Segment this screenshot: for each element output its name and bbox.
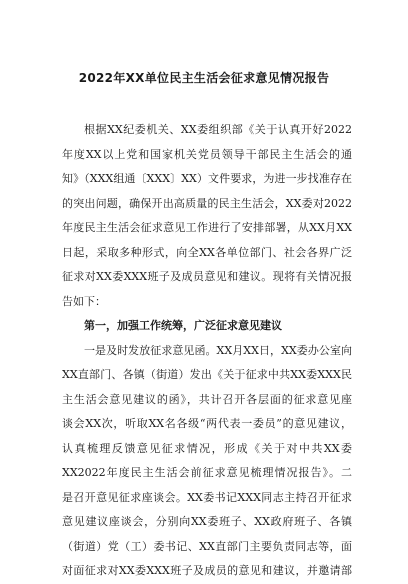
text-line: 一是及时发放征求意见函。XX月XX日，XX委办公室向 [84, 343, 352, 357]
text-line: 对面征求对XX委XXX班子及成员的意见和建议，并邀请部 [62, 564, 352, 577]
section-heading: 第一，加强工作统筹，广泛征求意见建议 [84, 319, 282, 332]
document-body [62, 118, 352, 584]
text-line: 日起，采取多种形式，向全XX各单位部门、社会各界广泛 [62, 245, 352, 259]
text-line: 主生活会意见建议的函》，共计召开各层面的征求意见座 [62, 392, 352, 406]
text-line: 谈会XX次，听取XX名各级“两代表一委员”的意见建议， [62, 417, 352, 430]
document-title: 2022年XX单位民主生活会征求意见情况报告 [78, 71, 330, 85]
text-line: 年度民主生活会征求意见工作进行了安排部署，从XX月XX [62, 221, 352, 234]
text-line: 是召开意见征求座谈会。XX委书记XXX同志主持召开征求 [62, 490, 352, 504]
text-line: 知》（XXX组通〔XXX〕XX）文件要求，为进一步找准存在 [62, 172, 352, 185]
text-line: 认真梳理反馈意见征求情况，形成《关于对中共XX委 [62, 441, 352, 455]
text-line: 的突出问题，确保开出高质量的民主生活会，XX委对2022 [62, 196, 352, 210]
text-line: 告如下： [62, 294, 106, 308]
text-line: XX2022年度民主生活会前征求意见梳理情况报告》。二 [62, 466, 352, 479]
text-line: 征求对XX委XXX班子及成员意见和建议。现将有关情况报 [62, 270, 352, 283]
text-line: （街道）党（工）委书记、XX直部门主要负责同志等，面 [62, 539, 352, 553]
text-line: 根据XX纪委机关、XX委组织部《关于认真开好2022 [84, 123, 352, 136]
section-paragraph [62, 339, 352, 584]
text-line: 年度XX以上党和国家机关党员领导干部民主生活会的通 [62, 147, 352, 161]
text-line: XX直部门、各镇（街道）发出《关于征求中共XX委XXX民 [62, 368, 352, 381]
intro-paragraph [62, 118, 352, 314]
text-line: 意见建议座谈会，分别向XX委班子、XX政府班子、各镇 [62, 515, 352, 528]
